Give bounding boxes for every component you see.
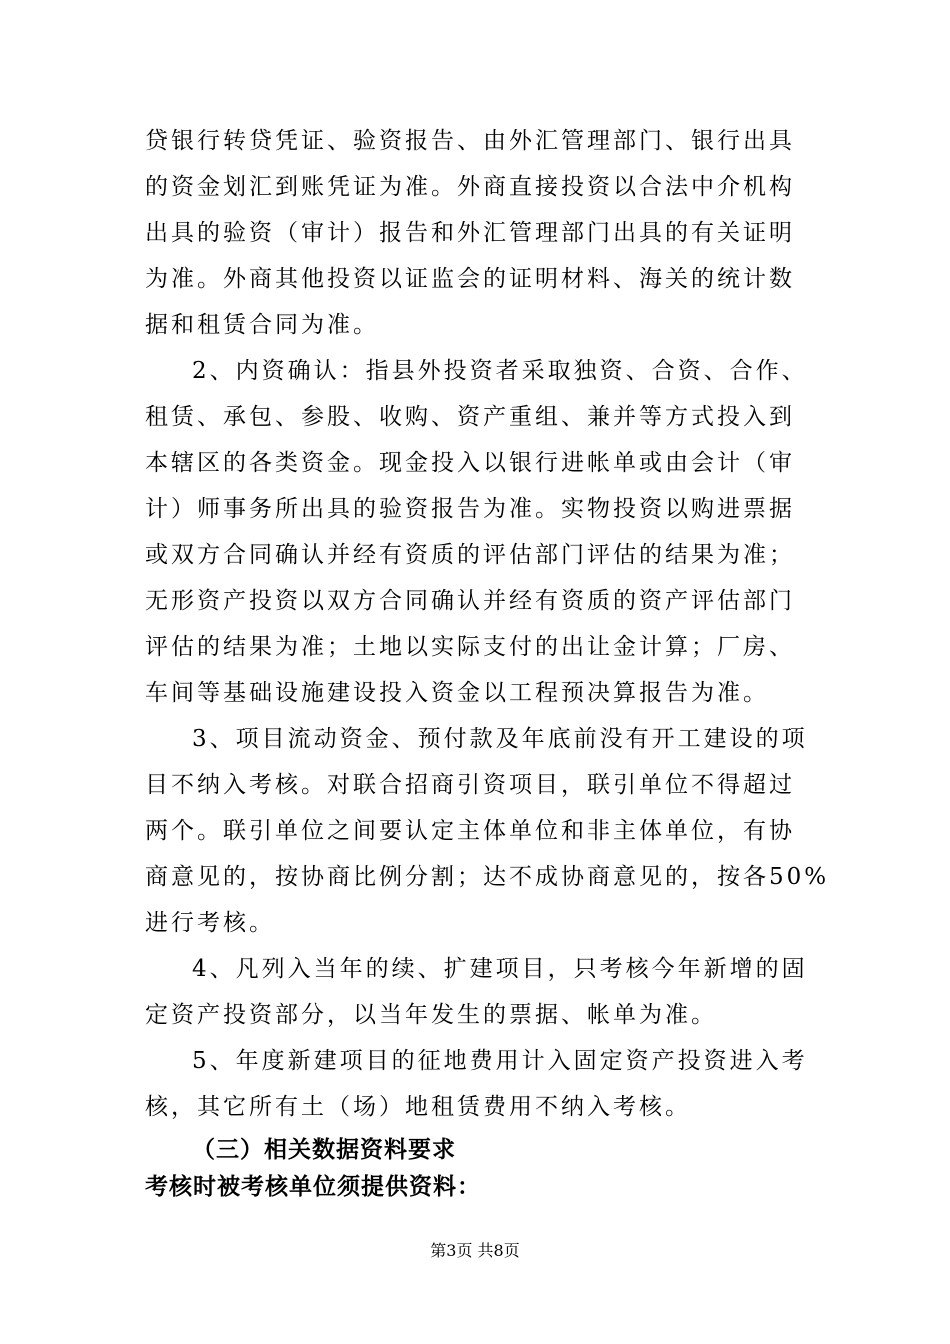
body-line: 定资产投资部分，以当年发生的票据、帐单为准。 xyxy=(145,1002,717,1028)
paragraph-5-start: 5、年度新建项目的征地费用计入固定资产投资进入考 xyxy=(192,1048,808,1074)
body-line: 租赁、承包、参股、收购、资产重组、兼并等方式投入到 xyxy=(145,404,795,430)
paragraph-3-start: 3、项目流动资金、预付款及年底前没有开工建设的项 xyxy=(192,726,808,752)
body-line: 车间等基础设施建设投入资金以工程预决算报告为准。 xyxy=(145,680,769,706)
body-line: 或双方合同确认并经有资质的评估部门评估的结果为准； xyxy=(145,542,795,568)
body-line: 商意见的，按协商比例分割；达不成协商意见的，按各50% xyxy=(145,864,830,890)
body-line: 本辖区的各类资金。现金投入以银行进帐单或由会计（审 xyxy=(145,450,795,476)
section-heading: （三）相关数据资料要求 xyxy=(192,1137,456,1163)
body-line: 无形资产投资以双方合同确认并经有资质的资产评估部门 xyxy=(145,588,795,614)
body-line: 两个。联引单位之间要认定主体单位和非主体单位，有协 xyxy=(145,818,795,844)
body-line: 出具的验资（审计）报告和外汇管理部门出具的有关证明 xyxy=(145,220,795,246)
body-line: 目不纳入考核。对联合招商引资项目，联引单位不得超过 xyxy=(145,772,795,798)
body-line: 贷银行转贷凭证、验资报告、由外汇管理部门、银行出具 xyxy=(145,128,795,154)
paragraph-4-start: 4、凡列入当年的续、扩建项目，只考核今年新增的固 xyxy=(192,956,808,982)
body-line: 核，其它所有土（场）地租赁费用不纳入考核。 xyxy=(145,1094,691,1120)
body-line: 为准。外商其他投资以证监会的证明材料、海关的统计数 xyxy=(145,266,795,292)
page-number: 第3页 共8页 xyxy=(430,1241,520,1260)
body-line: 的资金划汇到账凭证为准。外商直接投资以合法中介机构 xyxy=(145,174,795,200)
paragraph-2-start: 2、内资确认：指县外投资者采取独资、合资、合作、 xyxy=(192,358,808,384)
body-line: 计）师事务所出具的验资报告为准。实物投资以购进票据 xyxy=(145,496,795,522)
body-line: 评估的结果为准；土地以实际支付的出让金计算；厂房、 xyxy=(145,634,795,660)
body-line: 进行考核。 xyxy=(145,910,275,936)
section-subheading: 考核时被考核单位须提供资料： xyxy=(145,1174,481,1200)
body-line: 据和租赁合同为准。 xyxy=(145,312,379,338)
